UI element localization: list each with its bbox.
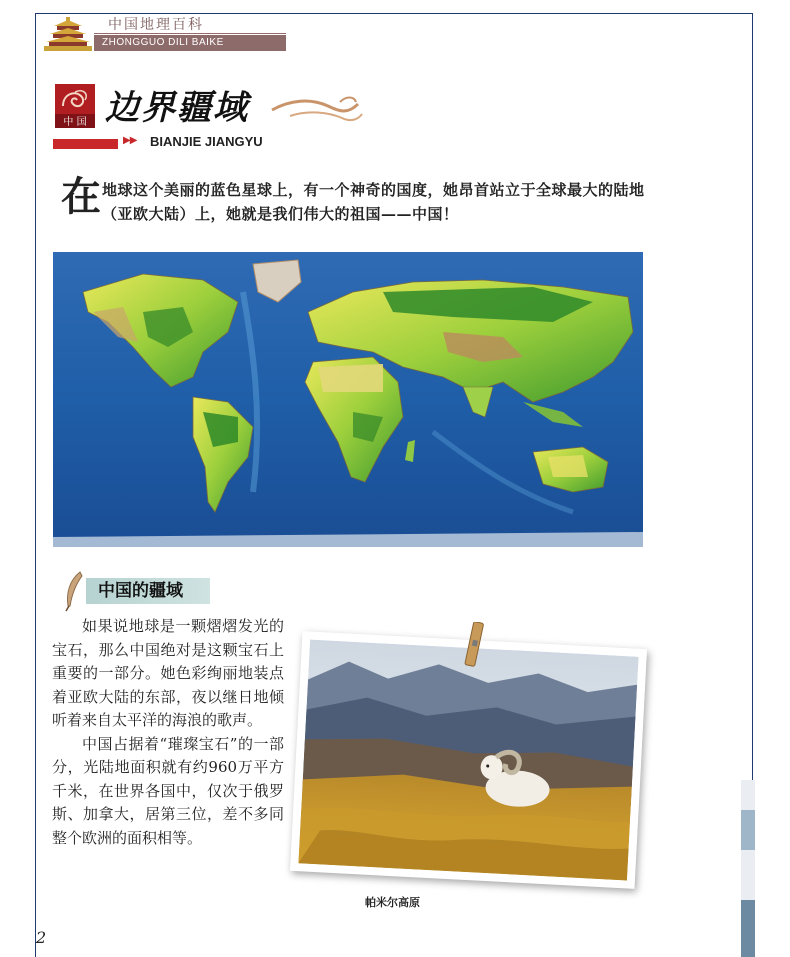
- book-header: [42, 16, 247, 52]
- body-paragraph: 中国占据着“璀璨宝石”的一部分，光陆地面积就有约960万平方千米，在世界各国中，仅次于俄罗斯、加拿大，居第三位，差不多同整个欧洲的面积相等。: [52, 734, 284, 847]
- wooden-clip-icon: [463, 622, 485, 668]
- photo-image: [298, 640, 638, 881]
- pamir-plateau-photo: [290, 631, 647, 889]
- chapter-badge-label: 中 国: [63, 117, 87, 128]
- page-number: 2: [36, 928, 47, 947]
- section-body: [52, 615, 284, 850]
- chapter-pinyin: BIANJIE JIANGYU: [150, 134, 263, 149]
- next-page-edge-image: [741, 780, 755, 957]
- chapter-badge: [55, 84, 95, 128]
- intro-dropcap: 在: [61, 173, 101, 220]
- chapter-title: 边界疆域: [105, 88, 249, 128]
- title-arrows-icon: ▶▶: [123, 135, 137, 146]
- book-title-cn: 中国地理百科: [94, 16, 286, 34]
- temple-of-heaven-icon: [42, 16, 94, 52]
- photo-caption: 帕米尔高原: [365, 896, 420, 909]
- world-relief-map: [53, 252, 643, 547]
- book-title-pinyin: ZHONGGUO DILI BAIKE: [94, 35, 286, 51]
- intro-text: 地球这个美丽的蓝色星球上，有一个神奇的国度，她昂首站立于全球最大的陆地（亚欧大陆）上，她就是我们伟大的祖国——中国！: [102, 181, 645, 223]
- title-accent-bar: [53, 139, 118, 149]
- chapter-badge-emblem-icon: [55, 84, 95, 128]
- section-title: 中国的疆域: [98, 581, 183, 601]
- quill-pen-icon: [60, 570, 86, 612]
- world-map-image: [53, 252, 643, 547]
- body-paragraph: 如果说地球是一颗熠熠发光的宝石，那么中国绝对是这颗宝石上重要的一部分。她色彩绚丽地装点着亚欧大陆的东部，夜以继日地倾听着来自太平洋的海浪的歌声。: [52, 617, 284, 729]
- decorative-swirl-icon: [270, 92, 365, 128]
